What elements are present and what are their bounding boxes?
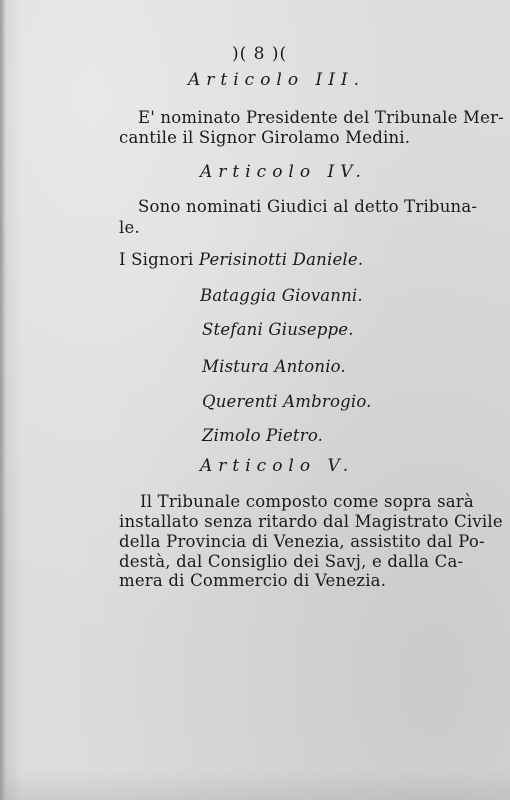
article-5-line: installato senza ritardo dal Magistrato Civile [119, 512, 503, 531]
article-3-line-1: E' nominato Presidente del Tribunale Mer- [138, 108, 504, 127]
article-4-heading: Articolo IV. [200, 162, 367, 182]
article-5-line: Il Tribunale composto come sopra sarà [140, 492, 474, 511]
judge-name: Mistura Antonio. [202, 357, 346, 376]
article-5-heading: Articolo V. [200, 456, 355, 476]
page-edge-shadow [0, 0, 6, 800]
judge-name: Querenti Ambrogio. [202, 392, 372, 411]
judge-name: Stefani Giuseppe. [202, 320, 354, 339]
article-5-line: mera di Commercio di Venezia. [119, 571, 387, 590]
judges-first-line [119, 250, 363, 269]
page-number: )( 8 )( [232, 44, 288, 64]
article-4-line-1: Sono nominati Giudici al detto Tribuna- [138, 197, 478, 216]
judge-name: Zimolo Pietro. [202, 426, 324, 445]
judge-name: Bataggia Giovanni. [200, 286, 363, 305]
article-3-line-2: cantile il Signor Girolamo Medini. [119, 128, 411, 147]
article-5-line: della Provincia di Venezia, assistito dal Po- [119, 532, 485, 551]
article-3-heading: Articolo III. [188, 70, 366, 90]
signori-prefix: I Signori [119, 250, 194, 269]
judge-name: Perisinotti Daniele. [198, 250, 364, 269]
article-5-line: destà, dal Consiglio dei Savj, e dalla Ca- [119, 552, 464, 571]
article-4-line-2: le. [119, 218, 140, 237]
